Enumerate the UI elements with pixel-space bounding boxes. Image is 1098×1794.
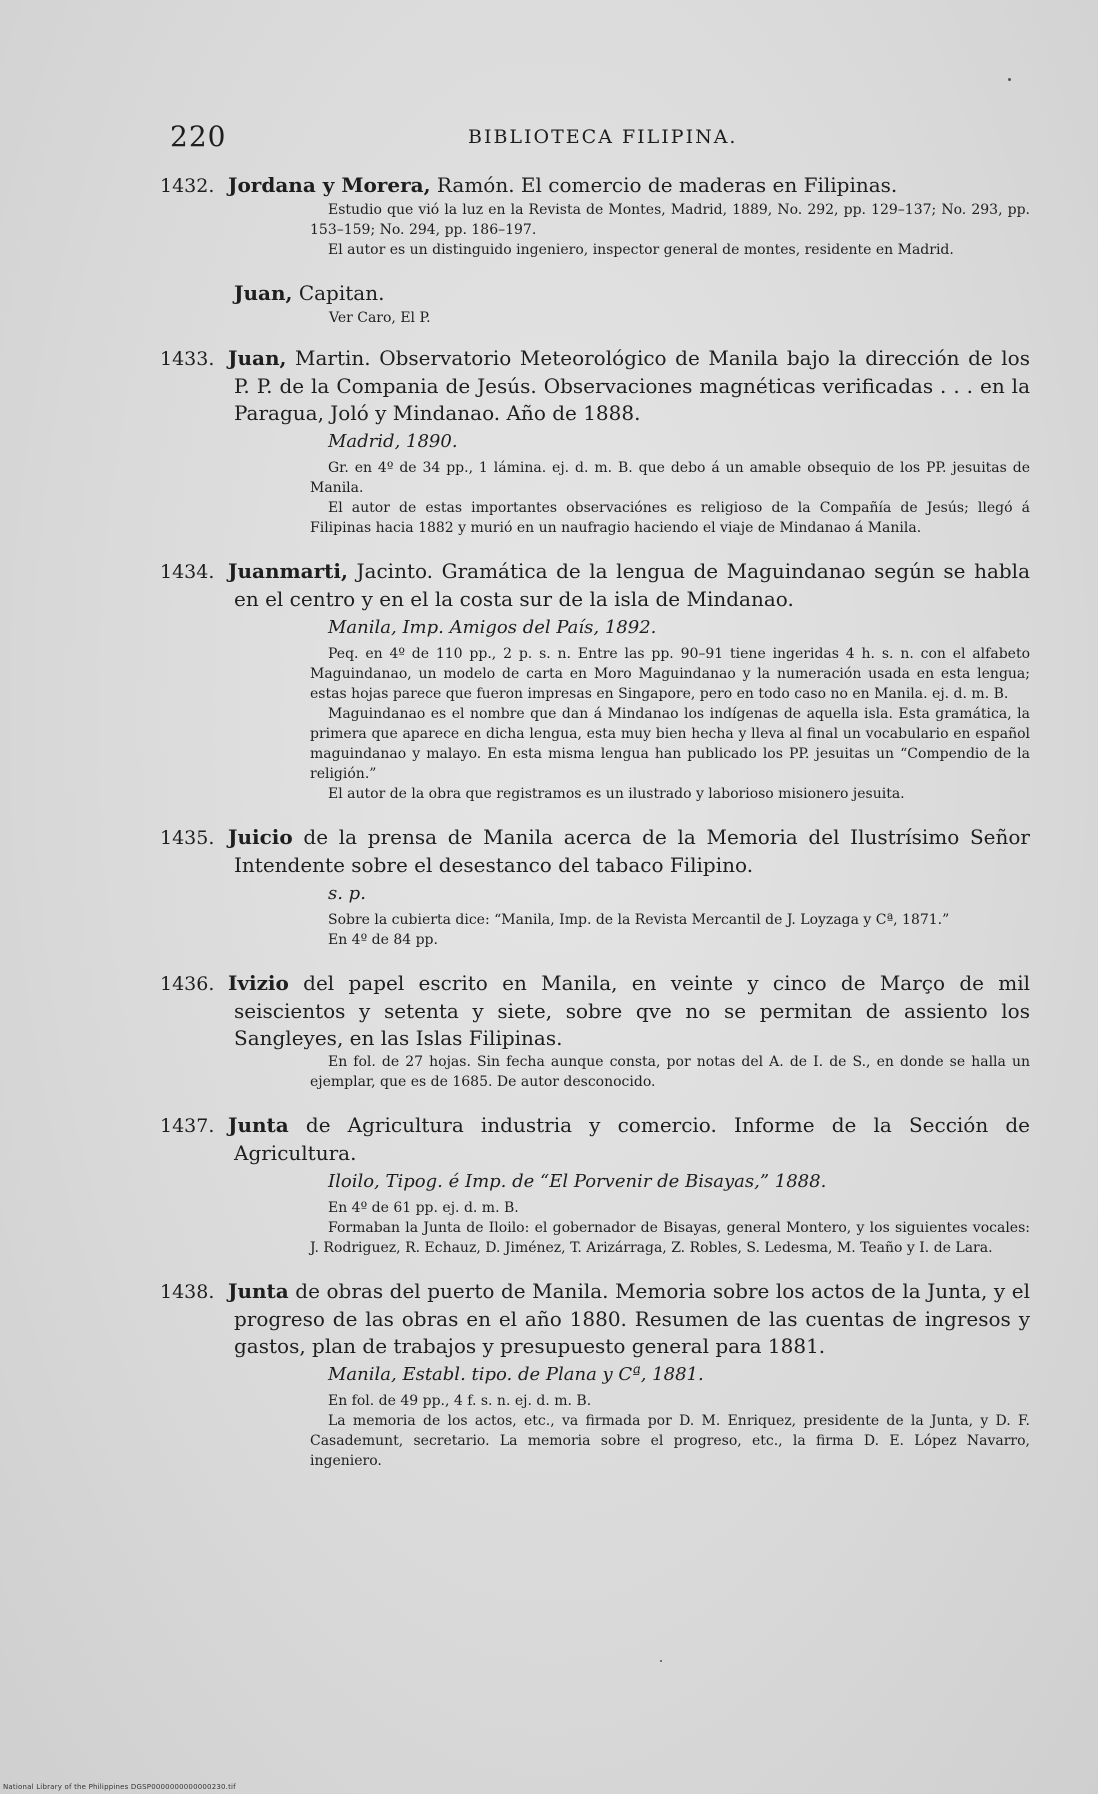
entry-note: En fol. de 49 pp., 4 f. s. n. ej. d. m. B. [328, 1393, 592, 1409]
entry-author: Juan, [234, 281, 293, 305]
entry-heading [160, 558, 1030, 613]
entry-author: Juanmarti, [228, 559, 348, 583]
entry-imprint: Madrid, 1890. [328, 431, 458, 452]
entry-1437 [160, 1112, 1030, 1258]
entry-note: Peq. en 4º de 110 pp., 2 p. s. n. Entre las pp. 90–91 tiene ingeridas 4 h. s. n. con el alfabeto Maguindanao, un modelo de carta en Moro Maguindanao y la numeración usada en esta lengua; estas hojas parece que fueron impresas en Singapore, pero en todo caso no en Manila. ej. d. m. B. [310, 646, 1030, 702]
entry-note: En 4º de 61 pp. ej. d. m. B. [328, 1200, 519, 1216]
entry-number: 1434. [160, 561, 215, 583]
entry-imprint: s. p. [328, 883, 366, 904]
entry-heading [160, 172, 1030, 200]
entry-title: Capitan. [292, 281, 385, 305]
entry-number: 1432. [160, 175, 215, 197]
entry-note: El autor de la obra que registramos es un ilustrado y laborioso misionero jesuita. [328, 786, 905, 802]
entry-juan-capitan [160, 280, 1030, 329]
entry-title: de Agricultura industria y comercio. Informe de la Sección de Agricultura. [234, 1113, 1030, 1165]
entry-heading [160, 1278, 1030, 1360]
entry-number: 1433. [160, 348, 215, 370]
entry-number: 1437. [160, 1115, 215, 1137]
entry-heading [234, 280, 1030, 307]
scan-footer-tag: National Library of the Philippines DGSP0000000000000230.tif [3, 1783, 236, 1791]
entry-note: Sobre la cubierta dice: “Manila, Imp. de la Revista Mercantil de J. Loyzaga y Cª, 1871.” [328, 912, 950, 928]
entry-note: Gr. en 4º de 34 pp., 1 lámina. ej. d. m. B. que debo á un amable obsequio de los PP. jesuitas de Manila. [310, 460, 1030, 496]
entry-title: Jacinto. Gramática de la lengua de Maguindanao según se habla en el centro y en el la costa sur de la isla de Mindanao. [234, 559, 1030, 611]
entry-note: El autor es un distinguido ingeniero, inspector general de montes, residente en Madrid. [328, 242, 954, 258]
scan-speck [1008, 78, 1011, 81]
entry-heading [160, 345, 1030, 427]
entry-imprint: Manila, Establ. tipo. de Plana y Cª, 1881. [328, 1364, 704, 1385]
entry-title: de la prensa de Manila acerca de la Memoria del Ilustrísimo Señor Intendente sobre el desestanco del tabaco Filipino. [234, 825, 1030, 877]
entry-number: 1438. [160, 1281, 215, 1303]
entry-title: de obras del puerto de Manila. Memoria sobre los actos de la Junta, y el progreso de las obras en el año 1880. Resumen de las cuentas de ingresos y gastos, plan de trabajos y presupuesto general para 1881. [234, 1279, 1030, 1358]
entry-note: En 4º de 84 pp. [328, 932, 438, 948]
entry-heading [160, 1112, 1030, 1167]
bibliography-entries [160, 172, 1030, 1491]
entry-author: Junta [228, 1113, 289, 1137]
cross-reference: Ver Caro, El P. [329, 310, 431, 326]
page-number: 220 [170, 120, 227, 153]
entry-note: Formaban la Junta de Iloilo: el gobernador de Bisayas, general Montero, y los siguientes vocales: J. Rodriguez, R. Echauz, D. Jiménez, T. Arizárraga, Z. Robles, S. Ledesma, M. Teaño y I. de Lara. [310, 1220, 1030, 1256]
entry-author: Juan, [228, 346, 287, 370]
running-title: BIBLIOTECA FILIPINA. [468, 126, 738, 148]
entry-1433 [160, 345, 1030, 538]
entry-title: Ramón. El comercio de maderas en Filipinas. [430, 173, 898, 197]
entry-note: Maguindanao es el nombre que dan á Mindanao los indígenas de aquella isla. Esta gramática, la primera que aparece en dicha lengua, esta muy bien hecha y lleva al final un vocabulario en español maguindanao y malayo. En esta misma lengua han publicado los PP. jesuitas un “Compendio de la religión.” [310, 706, 1030, 782]
entry-1438 [160, 1278, 1030, 1471]
entry-number: 1435. [160, 827, 215, 849]
entry-1435 [160, 824, 1030, 950]
entry-note: El autor de estas importantes observaciónes es religioso de la Compañía de Jesús; llegó á Filipinas hacia 1882 y murió en un naufragio haciendo el viaje de Mindanao á Manila. [310, 500, 1030, 536]
entry-author: Ivizio [228, 971, 289, 995]
entry-1432 [160, 172, 1030, 260]
entry-heading [160, 970, 1030, 1052]
entry-author: Jordana y Morera, [228, 173, 431, 197]
entry-title: Martin. Observatorio Meteorológico de Manila bajo la dirección de los P. P. de la Compania de Jesús. Observaciones magnéticas verificadas . . . en la Paragua, Joló y Mindanao. Año de 1888. [234, 346, 1030, 425]
entry-number: 1436. [160, 973, 215, 995]
entry-imprint: Manila, Imp. Amigos del País, 1892. [328, 617, 657, 638]
entry-author: Junta [228, 1279, 289, 1303]
entry-note: La memoria de los actos, etc., va firmada por D. M. Enriquez, presidente de la Junta, y D. F. Casademunt, secretario. La memoria sobre el progreso, etc., la firma D. E. López Navarro, ingeniero. [310, 1413, 1030, 1469]
entry-author: Juicio [228, 825, 293, 849]
entry-1436 [160, 970, 1030, 1092]
page-header [170, 120, 1030, 160]
entry-heading [160, 824, 1030, 879]
entry-title: del papel escrito en Manila, en veinte y cinco de Março de mil seiscientos y setenta y siete, sobre qve no se permitan de assiento los Sangleyes, en las Islas Filipinas. [234, 971, 1030, 1050]
entry-imprint: Iloilo, Tipog. é Imp. de “El Porvenir de Bisayas,” 1888. [328, 1171, 827, 1192]
scan-speck [660, 1660, 662, 1662]
entry-note: En fol. de 27 hojas. Sin fecha aunque consta, por notas del A. de I. de S., en donde se halla un ejemplar, que es de 1685. De autor desconocido. [310, 1054, 1030, 1090]
entry-note: Estudio que vió la luz en la Revista de Montes, Madrid, 1889, No. 292, pp. 129–137; No. 293, pp. 153–159; No. 294, pp. 186–197. [310, 202, 1030, 238]
entry-1434 [160, 558, 1030, 804]
